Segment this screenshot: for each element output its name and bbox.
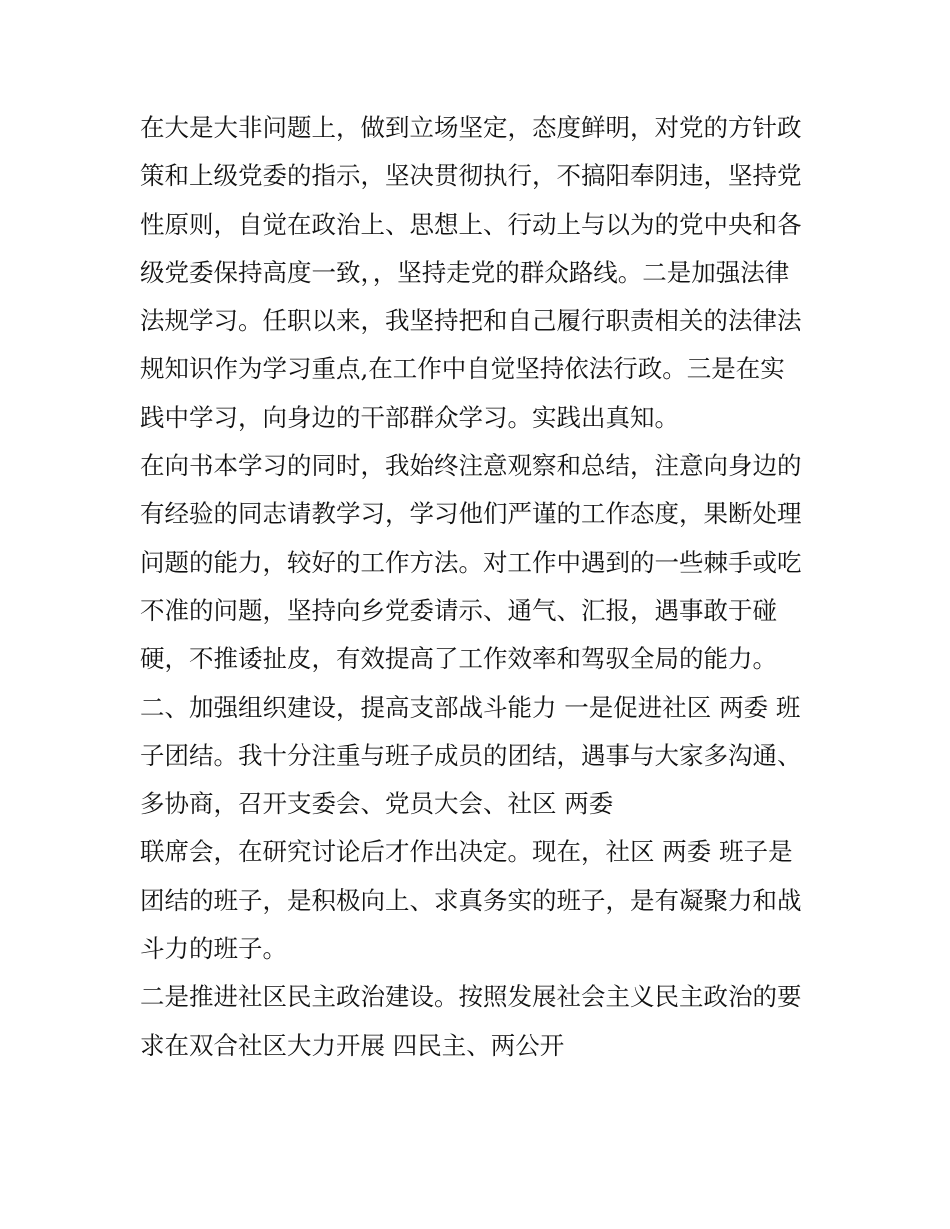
document-body	[140, 104, 830, 1070]
text-line: 性原则，自觉在政治上、思想上、行动上与以为的党中央和各	[140, 209, 802, 239]
text-line: 规知识作为学习重点,在工作中自觉坚持依法行政。三是在实	[140, 354, 785, 384]
text-line: 硬，不推诿扯皮，有效提高了工作效率和驾驭全局的能力。	[140, 644, 777, 674]
text-line: 求在双合社区大力开展 四民主、两公开	[140, 1030, 565, 1060]
text-line: 团结的班子，是积极向上、求真务实的班子，是有凝聚力和战	[140, 885, 802, 915]
text-line: 级党委保持高度一致，，坚持走党的群众路线。二是加强法律	[140, 257, 790, 287]
text-line: 策和上级党委的指示，坚决贯彻执行，不搞阳奉阴违，坚持党	[140, 161, 802, 191]
text-line: 问题的能力，较好的工作方法。对工作中遇到的一些棘手或吃	[140, 547, 802, 577]
text-line: 二是推进社区民主政治建设。按照发展社会主义民主政治的要	[140, 982, 802, 1012]
text-line: 不准的问题，坚持向乡党委请示、通气、汇报，遇事敢于碰	[140, 595, 777, 625]
text-line: 子团结。我十分注重与班子成员的团结，遇事与大家多沟通、	[140, 740, 802, 770]
text-line: 联席会，在研究讨论后才作出决定。现在，社区 两委 班子是	[140, 837, 793, 867]
text-line: 在向书本学习的同时，我始终注意观察和总结，注意向身边的	[140, 451, 802, 481]
text-line: 践中学习，向身边的干部群众学习。实践出真知。	[140, 402, 679, 432]
text-line: 有经验的同志请教学习，学习他们严谨的工作态度，果断处理	[140, 499, 802, 529]
text-line: 斗力的班子。	[140, 934, 287, 964]
text-line: 二、加强组织建设，提高支部战斗能力 一是促进社区 两委 班	[140, 692, 801, 722]
text-line: 在大是大非问题上，做到立场坚定，态度鲜明，对党的方针政	[140, 113, 802, 142]
text-line: 多协商，召开支委会、党员大会、社区 两委	[140, 789, 614, 819]
text-line: 法规学习。任职以来，我坚持把和自己履行职责相关的法律法	[140, 306, 802, 336]
